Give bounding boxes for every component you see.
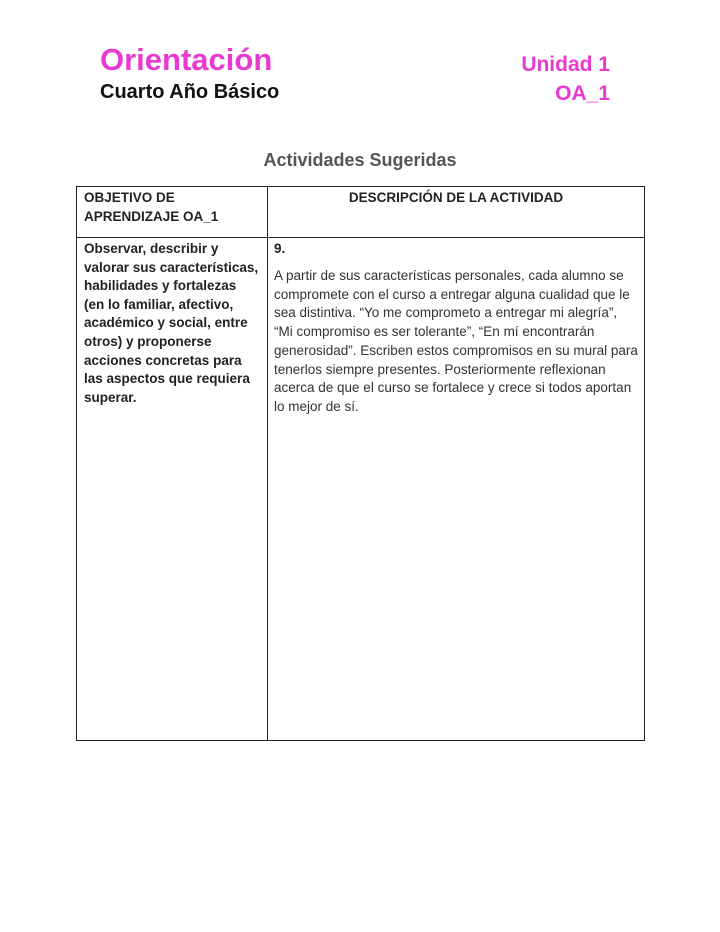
header-left <box>100 42 279 104</box>
table-row <box>77 238 645 741</box>
grade-level: Cuarto Año Básico <box>100 81 280 103</box>
activities-table <box>76 186 645 741</box>
oa-label: OA_1 <box>555 82 610 105</box>
unit-label: Unidad 1 <box>521 53 610 76</box>
objective-cell: Observar, describir y valorar sus características, habilidades y fortalezas (en lo familiar, afectivo, académico y social, entre otros) y proponerse acciones concretas para las aspectos que requiera superar. <box>77 238 268 741</box>
header-right <box>521 52 610 107</box>
objective-column-header: OBJETIVO DE APRENDIZAJE OA_1 <box>77 187 268 238</box>
subject-title: Orientación <box>100 42 273 77</box>
description-cell <box>268 238 645 741</box>
activity-number: 9. <box>274 241 286 256</box>
description-column-header: DESCRIPCIÓN DE LA ACTIVIDAD <box>268 187 645 238</box>
activity-description: A partir de sus características personales, cada alumno se compromete con el curso a entregar alguna cualidad que le sea distintiva. “Yo me comprometo a entregar mi alegría”, “Mi compromiso es ser tolerante”, “En mí encontrarán generosidad”. Escriben estos compromisos en su mural para tenerlos siempre presentes. Posteriormente reflexionan acerca de que el curso se fortalece y crece si todos aportan lo mejor de sí. <box>274 268 638 414</box>
section-title: Actividades Sugeridas <box>263 150 457 170</box>
table-header-row <box>77 187 645 238</box>
